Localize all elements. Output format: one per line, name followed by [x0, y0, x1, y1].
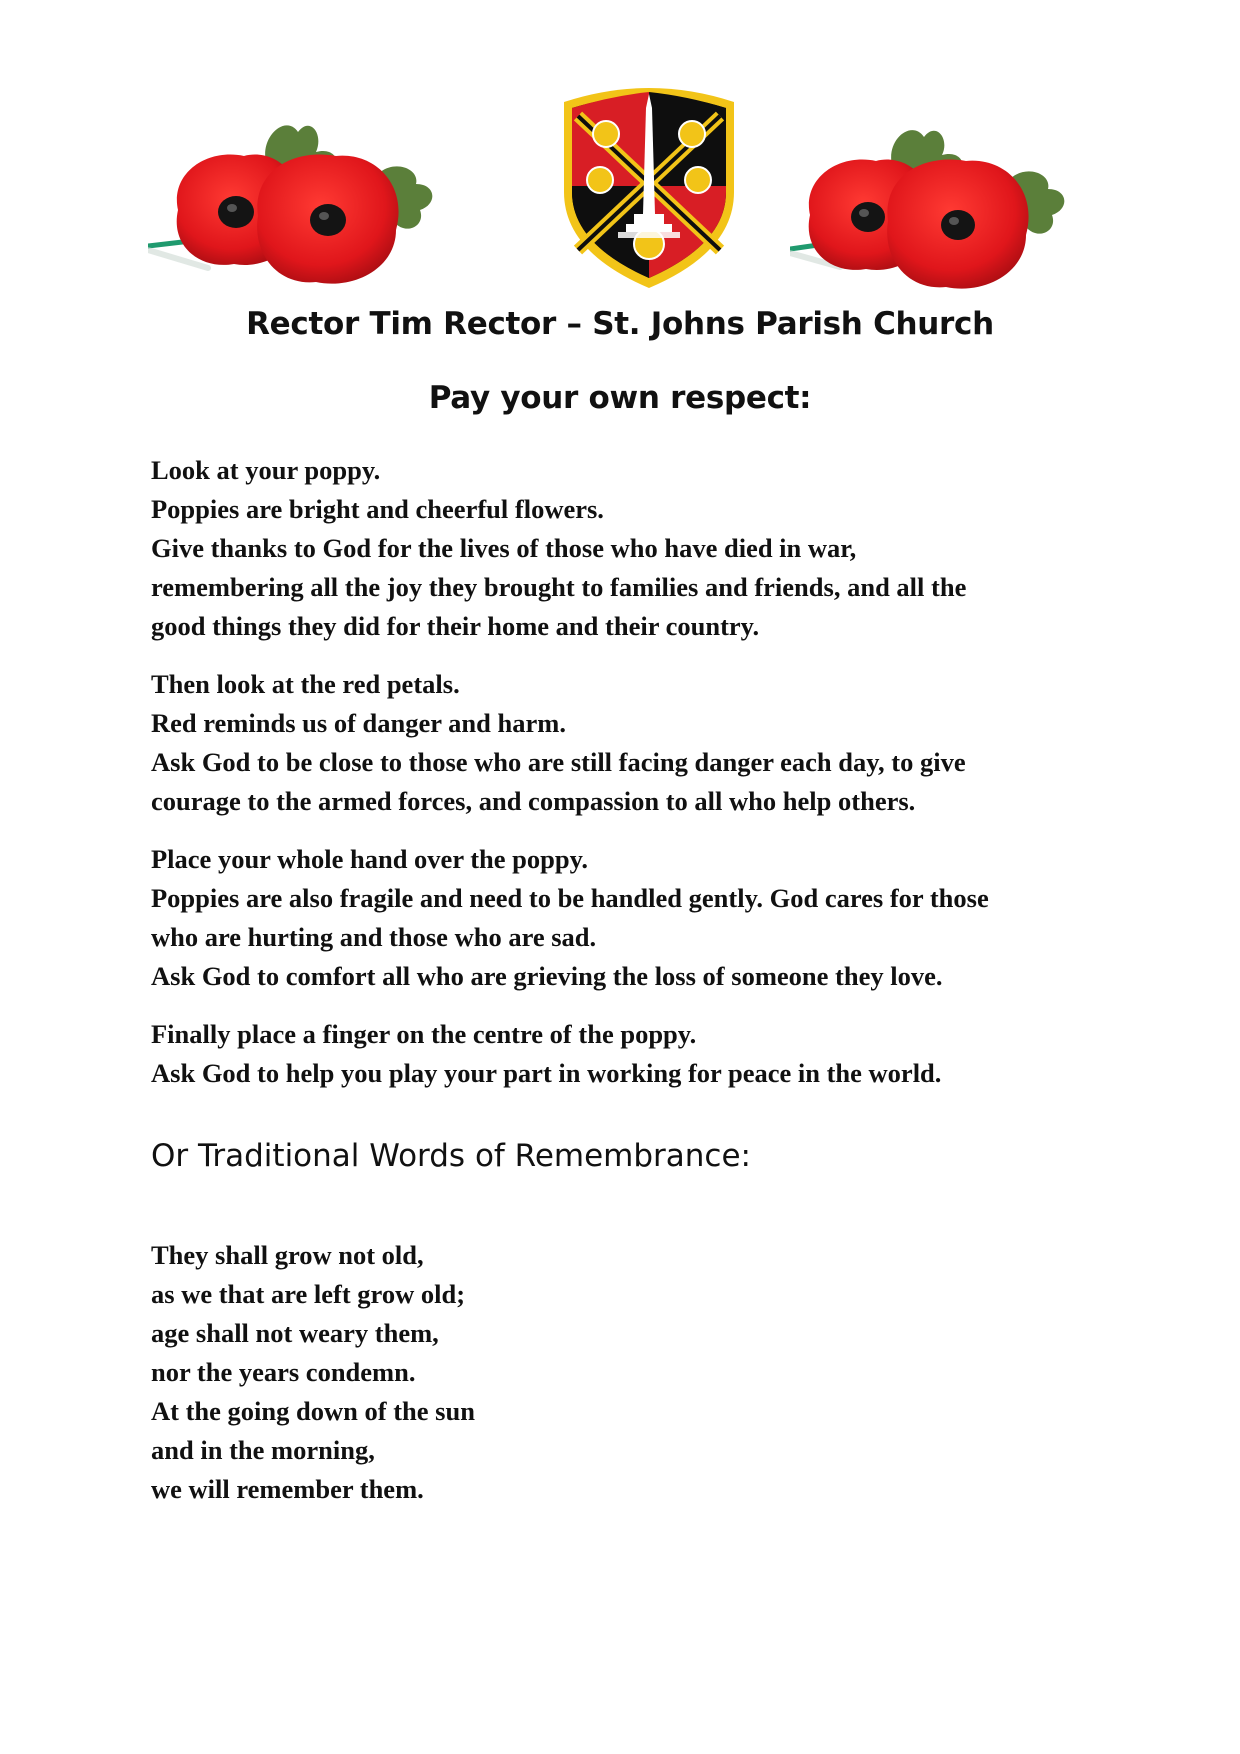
text-line: Look at your poppy. [151, 455, 381, 485]
poem-line: as we that are left grow old; [151, 1279, 466, 1309]
text-line: courage to the armed forces, and compassion to all who help others. [151, 786, 916, 816]
poem-line: They shall grow not old, [151, 1240, 424, 1270]
reflection-paragraph-poppy [151, 451, 1101, 646]
page-title: Rector Tim Rector – St. Johns Parish Church [246, 306, 994, 342]
text-line: Then look at the red petals. [151, 669, 460, 699]
poppy-pair-icon [790, 125, 1090, 307]
text-line: who are hurting and those who are sad. [151, 922, 597, 952]
church-crest-icon [556, 82, 742, 294]
poem-line: and in the morning, [151, 1435, 375, 1465]
poem-line: At the going down of the sun [151, 1396, 475, 1426]
reflection-paragraph-centre [151, 1015, 1101, 1093]
text-line: Finally place a finger on the centre of the poppy. [151, 1019, 697, 1049]
text-line: Ask God to be close to those who are still facing danger each day, to give [151, 747, 966, 777]
text-line: Poppies are also fragile and need to be handled gently. God cares for those [151, 883, 989, 913]
header-art [0, 0, 1240, 300]
text-line: Give thanks to God for the lives of those who have died in war, [151, 533, 857, 563]
text-line: Ask God to help you play your part in working for peace in the world. [151, 1058, 942, 1088]
poppy-pair-icon [148, 118, 460, 308]
text-line: good things they did for their home and their country. [151, 611, 760, 641]
text-line: Poppies are bright and cheerful flowers. [151, 494, 604, 524]
poem-line: nor the years condemn. [151, 1357, 416, 1387]
poem-line: we will remember them. [151, 1474, 424, 1504]
poem-line: age shall not weary them, [151, 1318, 439, 1348]
reflection-paragraph-hand [151, 840, 1101, 996]
text-line: Place your whole hand over the poppy. [151, 844, 589, 874]
text-line: Ask God to comfort all who are grieving the loss of someone they love. [151, 961, 943, 991]
remembrance-poem [151, 1236, 1101, 1509]
text-line: remembering all the joy they brought to families and friends, and all the [151, 572, 967, 602]
reflection-paragraph-petals [151, 665, 1101, 821]
remembrance-heading: Or Traditional Words of Remembrance: [151, 1138, 751, 1174]
text-line: Red reminds us of danger and harm. [151, 708, 566, 738]
page-subtitle: Pay your own respect: [428, 380, 812, 416]
